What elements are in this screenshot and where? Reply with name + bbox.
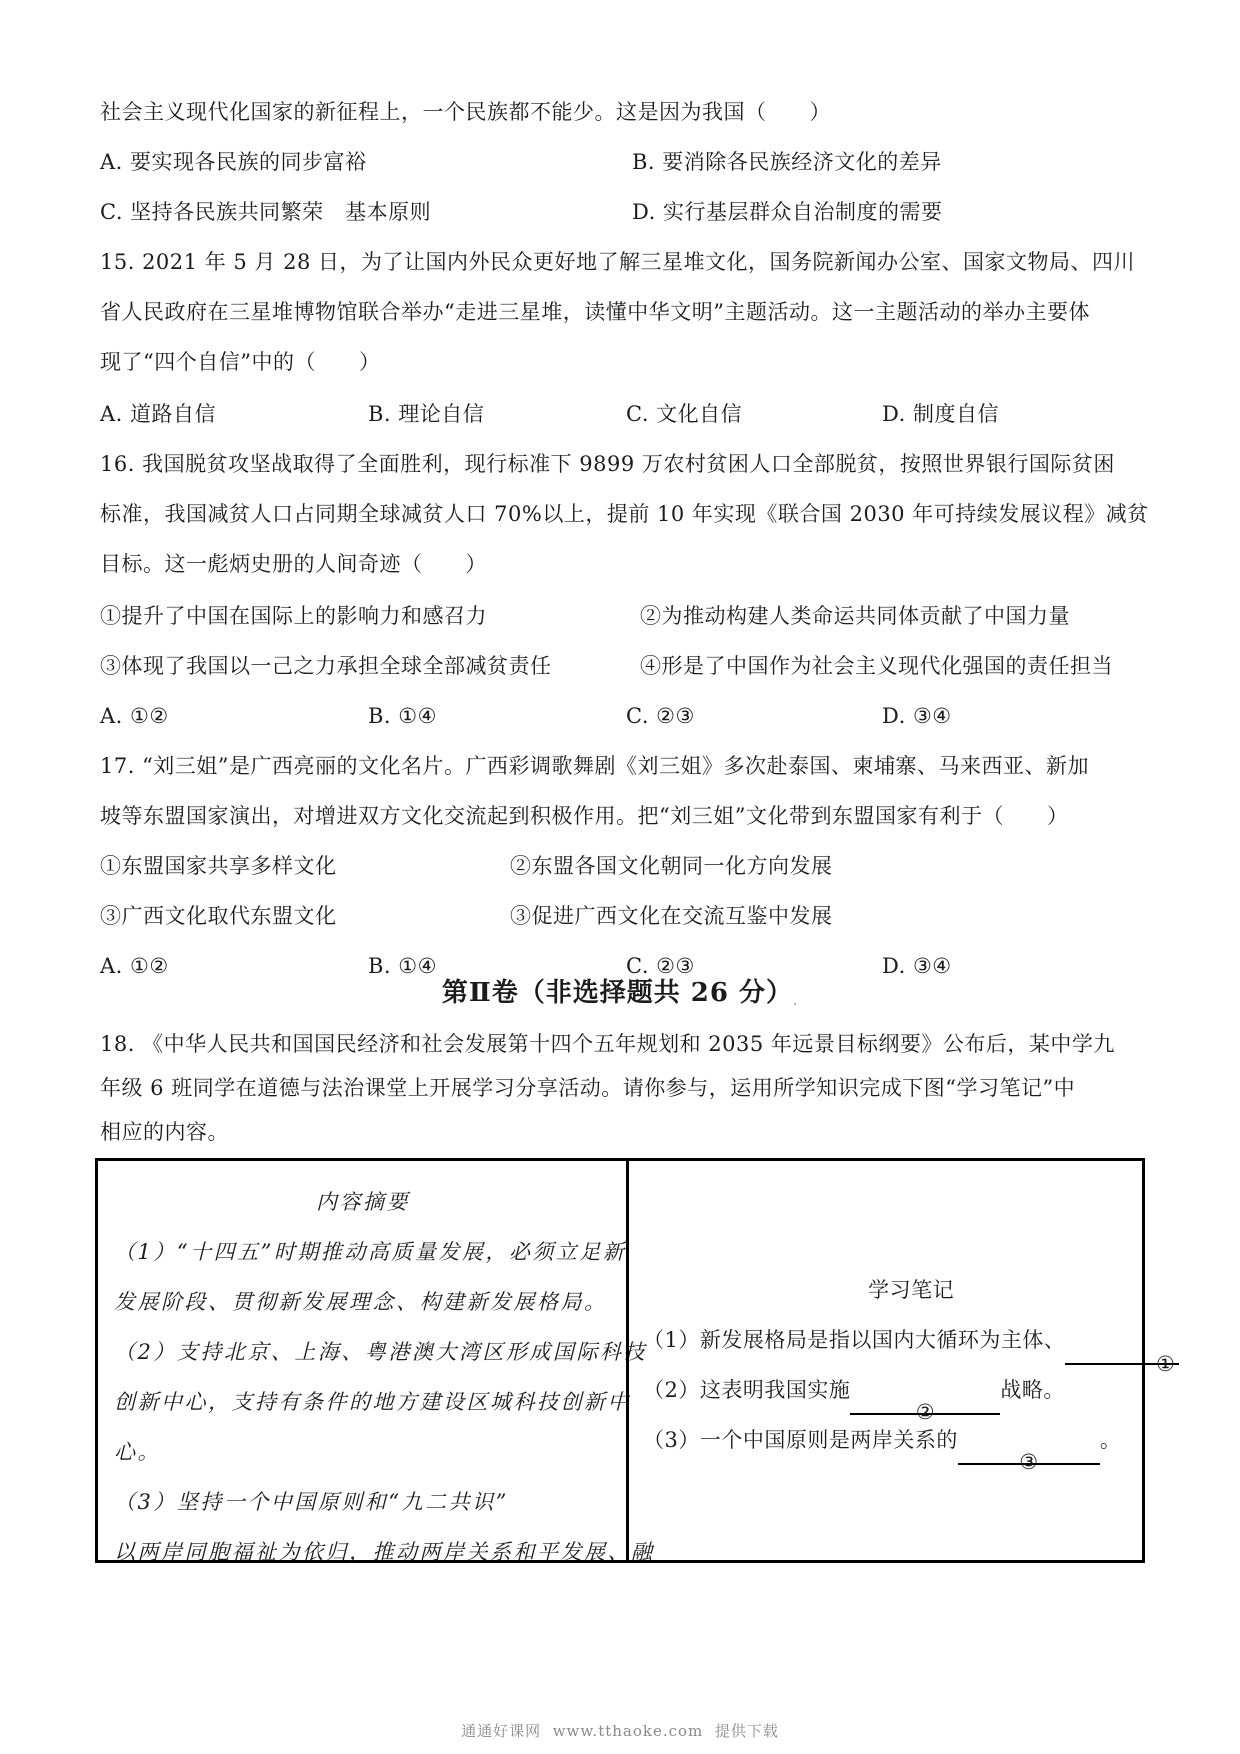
section-2-title: 第Ⅱ卷（非选择题共 26 分）: [441, 978, 794, 1008]
q15-line-3: 现了“四个自信”中的（ ）: [100, 350, 381, 374]
q17-item-2: ②东盟各国文化朝同一化方向发展: [510, 854, 833, 878]
content-summary-line-6: （3）坚持一个中国原则和“九二共识”: [114, 1490, 509, 1514]
q17-option-b: B. ①④: [368, 954, 437, 978]
q16-option-b: B. ①④: [368, 704, 437, 728]
q17-option-c: C. ②③: [626, 954, 695, 978]
section-2-trailing-dot: .: [793, 994, 799, 1009]
study-notes-line-2-text: （2）这表明我国实施: [643, 1378, 851, 1402]
q16-item-3: ③体现了我国以一己之力承担全球全部减贫责任: [100, 654, 552, 678]
q15-option-c: C. 文化自信: [626, 402, 743, 426]
table-cell-content-summary: [98, 1161, 655, 1564]
q15-line-1: 15. 2021 年 5 月 28 日，为了让国内外民众更好地了解三星堆文化，国务院新闻办公室、国家文物局、四川: [100, 250, 1135, 274]
table-cell-study-notes: [626, 1161, 1191, 1560]
q16-line-2: 标准，我国减贫人口占同期全球减贫人口 70%以上，提前 10 年实现《联合国 2030 年可持续发展议程》减贫: [100, 502, 1149, 526]
fill-in-blank-2: ②: [850, 1387, 1000, 1415]
q17-item-3: ③广西文化取代东盟文化: [100, 904, 337, 928]
learning-notes-table: [95, 1158, 1176, 1564]
study-notes-line-1: [643, 1315, 1179, 1376]
content-summary-line-4: 创新中心，支持有条件的地方建设区城科技创新中: [114, 1390, 631, 1414]
study-notes-line-3-text: （3）一个中国原则是两岸关系的: [643, 1428, 958, 1452]
study-notes-line-3-suffix: 。: [1099, 1428, 1122, 1452]
q18-line-1: 18. 《中华人民共和国国民经济和社会发展第十四个五年规划和 2035 年远景目标纲要》公布后，某中学九: [100, 1032, 1115, 1056]
footer-watermark: 通通好课网 www.tthaoke.com 提供下载: [461, 1722, 779, 1740]
q14-stem: 社会主义现代化国家的新征程上，一个民族都不能少。这是因为我国（ ）: [100, 100, 831, 124]
study-notes-title: 学习笔记: [868, 1278, 955, 1302]
q16-option-a: A. ①②: [100, 704, 169, 728]
q16-item-1: ①提升了中国在国际上的影响力和感召力: [100, 604, 487, 628]
q17-option-a: A. ①②: [100, 954, 169, 978]
q14-option-d: D. 实行基层群众自治制度的需要: [632, 200, 943, 224]
q18-line-3: 相应的内容。: [100, 1120, 229, 1144]
q15-option-a: A. 道路自信: [100, 402, 217, 426]
q16-option-d: D. ③④: [882, 704, 952, 728]
q16-item-2: ②为推动构建人类命运共同体贡献了中国力量: [640, 604, 1070, 628]
q18-line-2: 年级 6 班同学在道德与法治课堂上开展学习分享活动。请你参与，运用所学知识完成下图“学习笔记”中: [100, 1076, 1076, 1100]
content-summary-line-1: （1）“十四五”时期推动高质量发展，必须立足新: [114, 1240, 627, 1264]
q15-option-b: B. 理论自信: [368, 402, 485, 426]
q14-option-a: A. 要实现各民族的同步富裕: [100, 150, 367, 174]
content-summary-line-3: （2）支持北京、上海、粤港澳大湾区形成国际科技: [114, 1340, 647, 1364]
fill-in-blank-1: ①: [1065, 1339, 1179, 1365]
q16-line-1: 16. 我国脱贫攻坚战取得了全面胜利，现行标准下 9899 万农村贫困人口全部脱贫，按照世界银行国际贫困: [100, 452, 1115, 476]
q16-line-3: 目标。这一彪炳史册的人间奇迹（ ）: [100, 552, 487, 576]
q17-item-1: ①东盟国家共享多样文化: [100, 854, 337, 878]
study-notes-line-2-suffix: 战略。: [1000, 1378, 1065, 1402]
study-notes-line-2: [643, 1365, 1179, 1424]
q16-item-4: ④形是了中国作为社会主义现代化强国的责任担当: [640, 654, 1113, 678]
content-summary-line-2: 发展阶段、贯彻新发展理念、构建新发展格局。: [114, 1290, 608, 1314]
q17-option-d: D. ③④: [882, 954, 952, 978]
content-summary-title: 内容摘要: [316, 1190, 410, 1214]
q15-line-2: 省人民政府在三星堆博物馆联合举办“走进三星堆，读懂中华文明”主题活动。这一主题活动的举办主要体: [100, 300, 1090, 324]
content-summary-line-7: 以两岸同胞福祉为依归，推动两岸关系和平发展、融: [114, 1540, 655, 1564]
q15-option-d: D. 制度自信: [882, 402, 999, 426]
fill-in-blank-3: ③: [958, 1437, 1100, 1465]
q17-item-4: ③促进广西文化在交流互鉴中发展: [510, 904, 833, 928]
q14-option-b: B. 要消除各民族经济文化的差异: [632, 150, 942, 174]
q14-option-c: C. 坚持各民族共同繁荣 基本原则: [100, 200, 432, 224]
q17-line-1: 17. “刘三姐”是广西亮丽的文化名片。广西彩调歌舞剧《刘三姐》多次赴泰国、柬埔寨、马来西亚、新加: [100, 754, 1090, 778]
study-notes-line-3: [643, 1415, 1179, 1474]
q17-line-2: 坡等东盟国家演出，对增进双方文化交流起到积极作用。把“刘三姐”文化带到东盟国家有利于（ ）: [100, 804, 1069, 828]
study-notes-line-1-text: （1）新发展格局是指以国内大循环为主体、: [643, 1328, 1066, 1352]
content-summary-line-5: 心。: [114, 1440, 161, 1464]
section-2-heading: [0, 972, 1240, 1009]
q16-option-c: C. ②③: [626, 704, 695, 728]
